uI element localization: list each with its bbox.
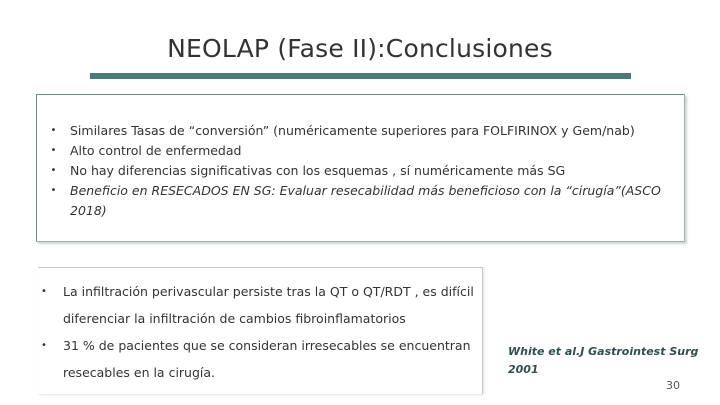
finding-text: La infiltración perivascular persiste tras la QT o QT/RDT , es difícil diferenciar la infiltración de cambios fibroinflamatorios: [63, 284, 474, 326]
bullet-icon: •: [50, 185, 57, 196]
title-underline-bar: [90, 73, 631, 79]
citation: White et al.J Gastrointest Surg 2001: [508, 345, 699, 376]
finding-item: [38, 278, 478, 332]
bullet-icon: •: [41, 340, 47, 351]
finding-text: 31 % de pacientes que se consideran irresecables se encuentran resecables en la cirugía.: [63, 338, 471, 380]
finding-item: [38, 332, 478, 386]
bullet-icon: •: [50, 145, 57, 156]
conclusion-text: Similares Tasas de “conversión” (numéricamente superiores para FOLFIRINOX y Gem/nab): [70, 123, 635, 138]
conclusion-item: [37, 161, 677, 181]
findings-list: [38, 278, 478, 386]
page-number: 30: [666, 379, 680, 392]
conclusion-text: Alto control de enfermedad: [70, 143, 242, 158]
conclusion-item: [37, 181, 677, 221]
bullet-icon: •: [41, 286, 47, 297]
conclusion-item: [37, 121, 677, 141]
bullet-icon: •: [50, 125, 57, 136]
conclusion-text: Beneficio en RESECADOS EN SG: Evaluar resecabilidad más beneficioso con la “cirugía”(ASCO 2018): [70, 183, 661, 218]
bullet-icon: •: [50, 165, 57, 176]
conclusions-list: [37, 121, 677, 221]
conclusion-item: [37, 141, 677, 161]
conclusions-box: [36, 94, 685, 242]
slide-title: NEOLAP (Fase II):Conclusiones: [167, 34, 553, 63]
findings-box: [38, 267, 483, 394]
conclusion-text: No hay diferencias significativas con los esquemas , sí numéricamente más SG: [70, 163, 566, 178]
